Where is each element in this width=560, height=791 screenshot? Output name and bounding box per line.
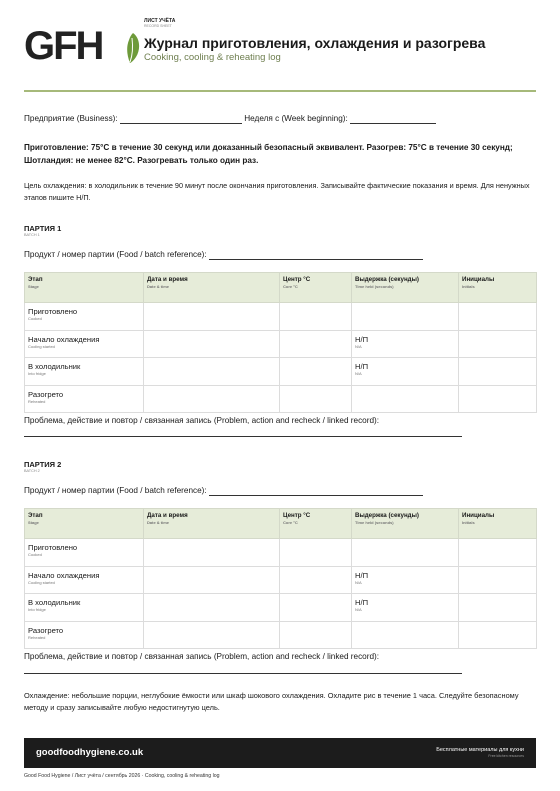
eyebrow-label: ЛИСТ УЧЁТА xyxy=(144,18,176,24)
table-row xyxy=(25,385,537,413)
stage-cell xyxy=(25,303,144,331)
table-header-row xyxy=(25,273,537,303)
header-divider xyxy=(24,90,536,92)
date-time-cell[interactable] xyxy=(144,358,280,386)
stage-cell xyxy=(25,594,144,622)
header-sub: Initials xyxy=(462,284,475,289)
table-header-row xyxy=(25,509,537,539)
batch-2-sub: BATCH 2 xyxy=(24,469,40,473)
header-sub: Time held (seconds) xyxy=(355,520,394,525)
table-row xyxy=(25,358,537,386)
header-date-time xyxy=(144,509,280,539)
time-held-value: Н/П xyxy=(355,362,369,371)
business-week-line xyxy=(24,113,436,124)
stage-label: Начало охлаждения xyxy=(28,570,100,580)
initials-cell[interactable] xyxy=(459,621,537,649)
stage-label: В холодильник xyxy=(28,598,81,607)
header-stage xyxy=(25,509,144,539)
header-sub: Date & time xyxy=(147,284,170,289)
stage-sub-label: Reheated xyxy=(28,634,46,640)
eyebrow-sub-label: RECORD SHEET xyxy=(144,24,172,28)
batch-1-reference-line xyxy=(24,249,423,260)
batch-2-problem-label: Проблема, действие и повтор / связанная запись (Problem, action and recheck / linked record): xyxy=(24,652,380,661)
date-time-cell[interactable] xyxy=(144,385,280,413)
stage-sub-label: Cooked xyxy=(28,552,42,557)
time-held-cell[interactable] xyxy=(352,539,459,567)
stage-sub-label: Cooked xyxy=(28,316,42,321)
batch-1-title: ПАРТИЯ 1 xyxy=(24,224,62,233)
header-main: Инициалы xyxy=(462,276,495,283)
stage-sub-label: Into fridge xyxy=(28,607,46,612)
cooling-target-text: Цель охлаждения: в холодильник в течение 90 минут после окончания приготовления. Записывайте фактические показания и время. Для ненужных этапов пишите Н/П. xyxy=(24,181,530,202)
footer-meta-text: Good Food Hygiene / Лист учёта / сентябрь 2026 · Cooking, cooling & reheating log xyxy=(24,773,220,779)
batch-2-title: ПАРТИЯ 2 xyxy=(24,460,62,469)
header-main: Центр °C xyxy=(283,276,311,283)
time-held-value: Н/П xyxy=(355,334,369,344)
stage-cell xyxy=(25,621,144,649)
stage-sub-label: Reheated xyxy=(28,398,46,404)
footer-free-resources: Бесплатные материалы для кухни xyxy=(436,747,524,753)
week-field[interactable] xyxy=(350,115,436,124)
page-title: Журнал приготовления, охлаждения и разогрева xyxy=(144,35,486,51)
core-temp-cell[interactable] xyxy=(280,330,352,358)
stage-sub-label: Cooling started xyxy=(28,343,55,349)
stage-label: Приготовлено xyxy=(28,307,78,316)
time-held-cell[interactable] xyxy=(352,385,459,413)
batch-2-reference-field[interactable] xyxy=(209,487,423,496)
header-stage xyxy=(25,273,144,303)
table-row xyxy=(25,539,537,567)
header-sub: Initials xyxy=(462,520,475,525)
header-core-temp xyxy=(280,273,352,303)
batch-2-problem-field[interactable] xyxy=(24,673,462,674)
time-held-cell[interactable] xyxy=(352,566,459,594)
table-row xyxy=(25,303,537,331)
initials-cell[interactable] xyxy=(459,330,537,358)
header-sub: Date & time xyxy=(147,520,170,525)
header-main: Инициалы xyxy=(462,512,495,519)
time-held-cell[interactable] xyxy=(352,621,459,649)
core-temp-cell[interactable] xyxy=(280,303,352,331)
initials-cell[interactable] xyxy=(459,594,537,622)
header-main: Этап xyxy=(28,512,43,519)
date-time-cell[interactable] xyxy=(144,594,280,622)
footer-bar xyxy=(24,738,536,768)
logo-text: GFH xyxy=(24,24,103,68)
date-time-cell[interactable] xyxy=(144,303,280,331)
gfh-logo xyxy=(24,24,124,68)
time-held-cell[interactable] xyxy=(352,594,459,622)
initials-cell[interactable] xyxy=(459,303,537,331)
table-row xyxy=(25,621,537,649)
table-row xyxy=(25,566,537,594)
time-held-value: Н/П xyxy=(355,570,369,580)
header-sub: Core °C xyxy=(283,520,298,525)
batch-2-reference-line xyxy=(24,485,423,496)
core-temp-cell[interactable] xyxy=(280,539,352,567)
date-time-cell[interactable] xyxy=(144,621,280,649)
stage-cell xyxy=(25,385,144,413)
header-sub: Time held (seconds) xyxy=(355,284,394,289)
date-time-cell[interactable] xyxy=(144,539,280,567)
table-row xyxy=(25,594,537,622)
footer-website-link[interactable]: goodfoodhygiene.co.uk xyxy=(36,747,144,758)
stage-sub-label: Into fridge xyxy=(28,371,46,376)
initials-cell[interactable] xyxy=(459,539,537,567)
header-sub: Core °C xyxy=(283,284,298,289)
initials-cell[interactable] xyxy=(459,566,537,594)
batch-1-table xyxy=(24,272,537,413)
footer-free-resources-sub: Free kitchen resources xyxy=(488,754,524,758)
time-held-sub: N/A xyxy=(355,607,362,612)
date-time-cell[interactable] xyxy=(144,330,280,358)
batch-1-problem-label: Проблема, действие и повтор / связанная запись (Problem, action and recheck / linked record): xyxy=(24,416,380,425)
header-main: Выдержка (секунды) xyxy=(355,276,419,283)
core-temp-cell[interactable] xyxy=(280,594,352,622)
stage-cell xyxy=(25,566,144,594)
stage-label: Приготовлено xyxy=(28,543,78,552)
header-core-temp xyxy=(280,509,352,539)
core-temp-cell[interactable] xyxy=(280,566,352,594)
stage-label: Начало охлаждения xyxy=(28,334,100,344)
table-row xyxy=(25,330,537,358)
business-label: Предприятие (Business): xyxy=(24,114,118,123)
header-date-time xyxy=(144,273,280,303)
time-held-cell[interactable] xyxy=(352,303,459,331)
batch-2-table xyxy=(24,508,537,649)
time-held-cell[interactable] xyxy=(352,330,459,358)
header-initials xyxy=(459,509,537,539)
stage-label: Разогрето xyxy=(28,389,64,399)
date-time-cell[interactable] xyxy=(144,566,280,594)
header-main: Этап xyxy=(28,276,43,283)
stage-sub-label: Cooling started xyxy=(28,579,55,585)
business-field[interactable] xyxy=(120,115,242,124)
stage-cell xyxy=(25,539,144,567)
batch-1-problem-field[interactable] xyxy=(24,436,462,437)
time-held-sub: N/A xyxy=(355,579,362,585)
header-time-held xyxy=(352,509,459,539)
header-main: Центр °C xyxy=(283,512,311,519)
header-initials xyxy=(459,273,537,303)
stage-cell xyxy=(25,358,144,386)
batch-ref-label: Продукт / номер партии (Food / batch reference): xyxy=(24,486,207,495)
header-main: Дата и время xyxy=(147,276,188,283)
header-main: Дата и время xyxy=(147,512,188,519)
stage-cell xyxy=(25,330,144,358)
stage-label: В холодильник xyxy=(28,362,81,371)
batch-1-sub: BATCH 1 xyxy=(24,233,40,237)
time-held-cell[interactable] xyxy=(352,358,459,386)
header-sub: Stage xyxy=(28,520,39,525)
week-label: Неделя с (Week beginning): xyxy=(244,114,348,123)
stage-label: Разогрето xyxy=(28,625,64,635)
batch-ref-label: Продукт / номер партии (Food / batch reference): xyxy=(24,250,207,259)
initials-cell[interactable] xyxy=(459,385,537,413)
cooling-guidance-note: Охлаждение: небольшие порции, неглубокие ёмкости или шкаф шокового охлаждения. Охладите рис в течение 1 часа. Следуйте безопасному методу и сразу записывайте любую недостигнутую цель. xyxy=(24,691,519,712)
batch-1-reference-field[interactable] xyxy=(209,251,423,260)
time-held-sub: N/A xyxy=(355,371,362,376)
time-held-sub: N/A xyxy=(355,343,362,349)
page-subtitle: Cooking, cooling & reheating log xyxy=(144,52,281,63)
core-temp-cell[interactable] xyxy=(280,385,352,413)
header-main: Выдержка (секунды) xyxy=(355,512,419,519)
header-sub: Stage xyxy=(28,284,39,289)
initials-cell[interactable] xyxy=(459,358,537,386)
header-time-held xyxy=(352,273,459,303)
core-temp-cell[interactable] xyxy=(280,621,352,649)
leaf-icon xyxy=(124,32,142,64)
core-temp-cell[interactable] xyxy=(280,358,352,386)
temperature-rules: Приготовление: 75°C в течение 30 секунд или доказанный безопасный эквивалент. Разогрев: 75°C в течение 30 секунд; Шотландия: не менее 82°C. Разогревать только один раз. xyxy=(24,143,513,165)
time-held-value: Н/П xyxy=(355,598,369,607)
